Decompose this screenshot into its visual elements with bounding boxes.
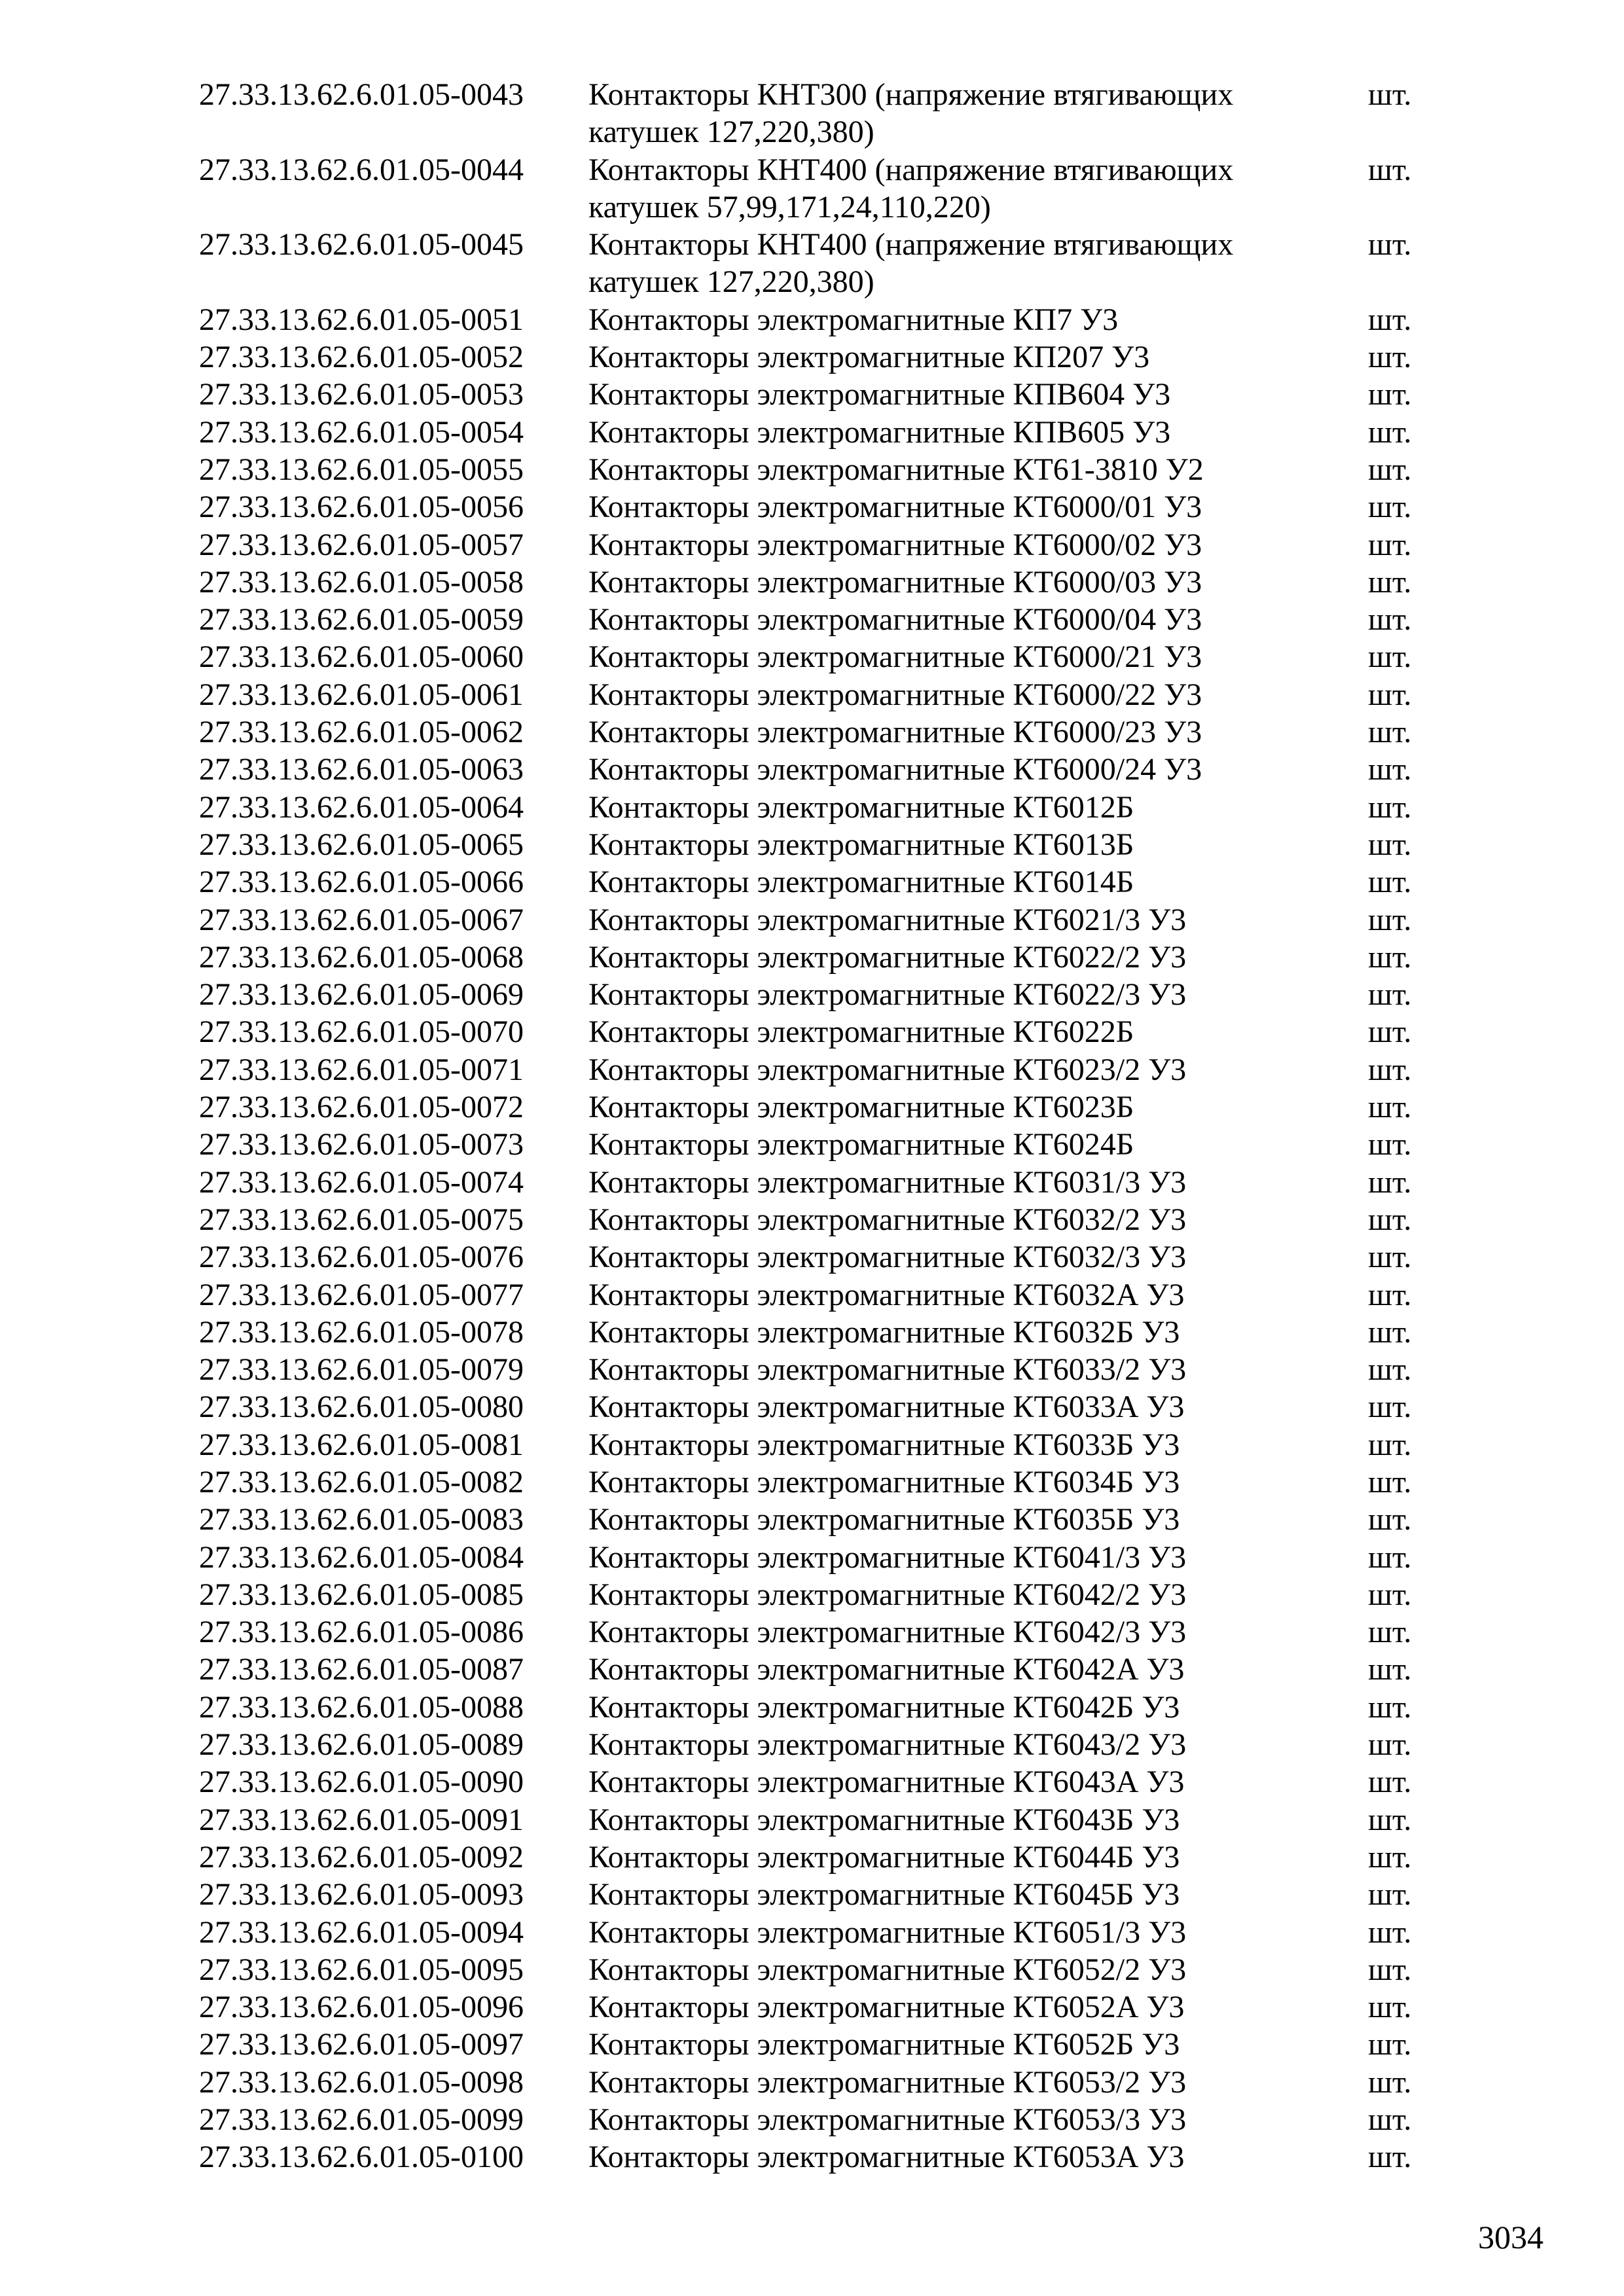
item-code: 27.33.13.62.6.01.05-0100 <box>199 2140 524 2175</box>
item-code: 27.33.13.62.6.01.05-0071 <box>199 1052 524 1087</box>
item-unit: шт. <box>1368 1877 1412 1912</box>
table-row <box>199 1164 1443 1201</box>
item-name-line: Контакторы электромагнитные КТ6053/3 У3 <box>588 2102 1187 2138</box>
item-name-line: Контакторы электромагнитные КТ6000/03 У3 <box>588 564 1202 600</box>
table-row <box>199 1763 1443 1801</box>
item-code: 27.33.13.62.6.01.05-0073 <box>199 1127 524 1162</box>
item-name-line: Контакторы электромагнитные КТ6023/2 У3 <box>588 1052 1187 1087</box>
table-row <box>199 2101 1443 2138</box>
item-code: 27.33.13.62.6.01.05-0092 <box>199 1839 524 1874</box>
table-row <box>199 789 1443 826</box>
item-unit: шт. <box>1368 1577 1412 1612</box>
item-name-line: катушек 127,220,380) <box>588 264 875 300</box>
item-unit: шт. <box>1368 752 1412 787</box>
item-code: 27.33.13.62.6.01.05-0067 <box>199 902 524 937</box>
item-code: 27.33.13.62.6.01.05-0044 <box>199 152 524 187</box>
item-name-line: Контакторы электромагнитные КТ6000/02 У3 <box>588 527 1202 562</box>
table-row <box>199 601 1443 638</box>
item-code: 27.33.13.62.6.01.05-0095 <box>199 1952 524 1987</box>
table-row <box>199 2138 1443 2176</box>
item-code: 27.33.13.62.6.01.05-0081 <box>199 1427 524 1462</box>
item-name-line: Контакторы электромагнитные КТ6033/2 У3 <box>588 1352 1187 1388</box>
item-unit: шт. <box>1368 302 1412 337</box>
item-unit: шт. <box>1368 827 1412 862</box>
item-code: 27.33.13.62.6.01.05-0093 <box>199 1877 524 1912</box>
table-row <box>199 1426 1443 1463</box>
table-row <box>199 1839 1443 1876</box>
item-unit: шт. <box>1368 939 1412 975</box>
item-unit: шт. <box>1368 865 1412 900</box>
table-row <box>199 826 1443 863</box>
item-unit: шт. <box>1368 227 1412 262</box>
item-code: 27.33.13.62.6.01.05-0097 <box>199 2027 524 2062</box>
item-name-line: Контакторы электромагнитные КТ6032/3 У3 <box>588 1240 1187 1275</box>
item-unit: шт. <box>1368 639 1412 675</box>
item-name-line: катушек 127,220,380) <box>588 115 875 150</box>
item-name-line: Контакторы КНТ300 (напряжение втягивающих <box>588 77 1234 112</box>
table-row <box>199 1689 1443 1726</box>
item-name-line: Контакторы электромагнитные КТ6035Б У3 <box>588 1502 1180 1537</box>
item-name-line: Контакторы электромагнитные КТ6032А У3 <box>588 1277 1185 1312</box>
item-name-line: Контакторы электромагнитные КТ6000/04 У3 <box>588 602 1202 637</box>
item-unit: шт. <box>1368 414 1412 450</box>
table-row <box>199 638 1443 675</box>
item-unit: шт. <box>1368 677 1412 712</box>
table-row <box>199 1013 1443 1050</box>
item-name-line: Контакторы электромагнитные КТ6022Б <box>588 1014 1134 1050</box>
table-row <box>199 1988 1443 2026</box>
item-name-line: Контакторы электромагнитные КТ6024Б <box>588 1127 1134 1162</box>
item-name-line: Контакторы электромагнитные КТ6021/3 У3 <box>588 902 1187 937</box>
item-code: 27.33.13.62.6.01.05-0089 <box>199 1727 524 1763</box>
item-unit: шт. <box>1368 1090 1412 1125</box>
table-row <box>199 564 1443 601</box>
item-name-line: Контакторы электромагнитные КТ6052/2 У3 <box>588 1952 1187 1987</box>
item-unit: шт. <box>1368 1952 1412 1987</box>
item-unit: шт. <box>1368 2064 1412 2100</box>
item-code: 27.33.13.62.6.01.05-0056 <box>199 490 524 525</box>
table-row <box>199 151 1443 226</box>
item-code: 27.33.13.62.6.01.05-0066 <box>199 865 524 900</box>
item-unit: шт. <box>1368 490 1412 525</box>
item-unit: шт. <box>1368 1615 1412 1650</box>
item-code: 27.33.13.62.6.01.05-0058 <box>199 564 524 600</box>
item-code: 27.33.13.62.6.01.05-0083 <box>199 1502 524 1537</box>
item-code: 27.33.13.62.6.01.05-0075 <box>199 1202 524 1237</box>
table-row <box>199 2064 1443 2101</box>
item-code: 27.33.13.62.6.01.05-0079 <box>199 1352 524 1388</box>
table-row <box>199 1613 1443 1651</box>
item-code: 27.33.13.62.6.01.05-0069 <box>199 977 524 1013</box>
table-row <box>199 338 1443 376</box>
item-name-line: Контакторы электромагнитные КТ6033Б У3 <box>588 1427 1180 1462</box>
item-unit: шт. <box>1368 1014 1412 1050</box>
item-unit: шт. <box>1368 1052 1412 1087</box>
item-name-line: Контакторы электромагнитные КТ6000/24 У3 <box>588 752 1202 787</box>
item-unit: шт. <box>1368 1464 1412 1499</box>
item-code: 27.33.13.62.6.01.05-0043 <box>199 77 524 112</box>
item-unit: шт. <box>1368 1652 1412 1687</box>
table-row <box>199 1051 1443 1088</box>
item-code: 27.33.13.62.6.01.05-0045 <box>199 227 524 262</box>
table-row <box>199 901 1443 939</box>
table-row <box>199 1238 1443 1276</box>
item-code: 27.33.13.62.6.01.05-0086 <box>199 1615 524 1650</box>
item-unit: шт. <box>1368 902 1412 937</box>
item-unit: шт. <box>1368 564 1412 600</box>
item-code: 27.33.13.62.6.01.05-0065 <box>199 827 524 862</box>
item-unit: шт. <box>1368 452 1412 487</box>
item-unit: шт. <box>1368 377 1412 412</box>
item-unit: шт. <box>1368 1314 1412 1350</box>
item-name-line: Контакторы электромагнитные КТ6000/21 У3 <box>588 639 1202 675</box>
item-unit: шт. <box>1368 1502 1412 1537</box>
item-unit: шт. <box>1368 1689 1412 1725</box>
item-code: 27.33.13.62.6.01.05-0091 <box>199 1802 524 1837</box>
table-row <box>199 2026 1443 2063</box>
item-unit: шт. <box>1368 715 1412 750</box>
item-code: 27.33.13.62.6.01.05-0061 <box>199 677 524 712</box>
item-name-line: Контакторы электромагнитные КТ6032/2 У3 <box>588 1202 1187 1237</box>
table-row <box>199 376 1443 413</box>
item-code: 27.33.13.62.6.01.05-0085 <box>199 1577 524 1612</box>
table-row <box>199 676 1443 713</box>
item-name-line: Контакторы электромагнитные КТ6051/3 У3 <box>588 1914 1187 1950</box>
item-code: 27.33.13.62.6.01.05-0087 <box>199 1652 524 1687</box>
item-code: 27.33.13.62.6.01.05-0068 <box>199 939 524 975</box>
item-unit: шт. <box>1368 1802 1412 1837</box>
table-row <box>199 1501 1443 1538</box>
item-code: 27.33.13.62.6.01.05-0053 <box>199 377 524 412</box>
item-code: 27.33.13.62.6.01.05-0099 <box>199 2102 524 2138</box>
table-row <box>199 751 1443 788</box>
item-unit: шт. <box>1368 152 1412 187</box>
table-row <box>199 1539 1443 1576</box>
item-code: 27.33.13.62.6.01.05-0077 <box>199 1277 524 1312</box>
item-name-line: Контакторы электромагнитные КП207 У3 <box>588 340 1150 375</box>
item-name-line: Контакторы электромагнитные КТ6053/2 У3 <box>588 2064 1187 2100</box>
item-name-line: Контакторы электромагнитные КТ6000/23 У3 <box>588 715 1202 750</box>
item-unit: шт. <box>1368 1765 1412 1800</box>
table-row <box>199 939 1443 976</box>
item-name-line: Контакторы электромагнитные КТ6042/3 У3 <box>588 1615 1187 1650</box>
item-name-line: Контакторы электромагнитные КТ61-3810 У2 <box>588 452 1204 487</box>
item-code: 27.33.13.62.6.01.05-0060 <box>199 639 524 675</box>
item-code: 27.33.13.62.6.01.05-0090 <box>199 1765 524 1800</box>
item-name-line: Контакторы электромагнитные КТ6052Б У3 <box>588 2027 1180 2062</box>
item-name-line: Контакторы электромагнитные КТ6000/22 У3 <box>588 677 1202 712</box>
item-unit: шт. <box>1368 1202 1412 1237</box>
table-row <box>199 451 1443 488</box>
item-code: 27.33.13.62.6.01.05-0064 <box>199 789 524 825</box>
item-unit: шт. <box>1368 1164 1412 1200</box>
table-row <box>199 863 1443 901</box>
item-unit: шт. <box>1368 1839 1412 1874</box>
item-name-line: Контакторы электромагнитные КП7 У3 <box>588 302 1119 337</box>
item-name-line: Контакторы электромагнитные КТ6043Б У3 <box>588 1802 1180 1837</box>
table-row <box>199 713 1443 751</box>
item-code: 27.33.13.62.6.01.05-0088 <box>199 1689 524 1725</box>
item-unit: шт. <box>1368 77 1412 112</box>
item-code: 27.33.13.62.6.01.05-0094 <box>199 1914 524 1950</box>
item-name-line: Контакторы электромагнитные КТ6032Б У3 <box>588 1314 1180 1350</box>
table-row <box>199 1276 1443 1314</box>
item-name-line: Контакторы электромагнитные КТ6034Б У3 <box>588 1464 1180 1499</box>
item-code: 27.33.13.62.6.01.05-0080 <box>199 1390 524 1425</box>
item-unit: шт. <box>1368 1352 1412 1388</box>
item-unit: шт. <box>1368 1390 1412 1425</box>
item-name-line: Контакторы электромагнитные КТ6041/3 У3 <box>588 1539 1187 1575</box>
item-name-line: Контакторы электромагнитные КТ6052А У3 <box>588 1990 1185 2025</box>
item-name-line: Контакторы электромагнитные КТ6023Б <box>588 1090 1134 1125</box>
item-unit: шт. <box>1368 1240 1412 1275</box>
table-row <box>199 301 1443 338</box>
table-row <box>199 976 1443 1013</box>
table-row <box>199 1801 1443 1839</box>
item-unit: шт. <box>1368 340 1412 375</box>
item-unit: шт. <box>1368 2102 1412 2138</box>
item-code: 27.33.13.62.6.01.05-0052 <box>199 340 524 375</box>
item-code: 27.33.13.62.6.01.05-0057 <box>199 527 524 562</box>
item-name-line: Контакторы КНТ400 (напряжение втягивающих <box>588 227 1234 262</box>
item-unit: шт. <box>1368 1277 1412 1312</box>
table-row <box>199 1201 1443 1238</box>
item-code: 27.33.13.62.6.01.05-0055 <box>199 452 524 487</box>
item-code: 27.33.13.62.6.01.05-0098 <box>199 2064 524 2100</box>
item-code: 27.33.13.62.6.01.05-0062 <box>199 715 524 750</box>
item-unit: шт. <box>1368 789 1412 825</box>
item-name-line: Контакторы электромагнитные КТ6042Б У3 <box>588 1689 1180 1725</box>
table-row <box>199 1914 1443 1951</box>
item-code: 27.33.13.62.6.01.05-0059 <box>199 602 524 637</box>
item-unit: шт. <box>1368 1127 1412 1162</box>
item-code: 27.33.13.62.6.01.05-0084 <box>199 1539 524 1575</box>
item-name-line: Контакторы электромагнитные КТ6042А У3 <box>588 1652 1185 1687</box>
table-row <box>199 76 1443 151</box>
table-row <box>199 1726 1443 1763</box>
item-name-line: Контакторы электромагнитные КТ6022/2 У3 <box>588 939 1187 975</box>
item-unit: шт. <box>1368 602 1412 637</box>
table-row <box>199 1463 1443 1501</box>
item-unit: шт. <box>1368 1427 1412 1462</box>
item-name-line: Контакторы электромагнитные КТ6014Б <box>588 865 1134 900</box>
item-name-line: Контакторы электромагнитные КТ6012Б <box>588 789 1134 825</box>
table-row <box>199 1388 1443 1426</box>
item-name-line: Контакторы электромагнитные КТ6013Б <box>588 827 1134 862</box>
item-code: 27.33.13.62.6.01.05-0096 <box>199 1990 524 2025</box>
table-row <box>199 1651 1443 1688</box>
item-unit: шт. <box>1368 2140 1412 2175</box>
table-row <box>199 414 1443 451</box>
item-code: 27.33.13.62.6.01.05-0051 <box>199 302 524 337</box>
item-code: 27.33.13.62.6.01.05-0076 <box>199 1240 524 1275</box>
item-name-line: Контакторы электромагнитные КПВ604 У3 <box>588 377 1171 412</box>
item-unit: шт. <box>1368 1914 1412 1950</box>
item-name-line: Контакторы электромагнитные КПВ605 У3 <box>588 414 1171 450</box>
item-code: 27.33.13.62.6.01.05-0070 <box>199 1014 524 1050</box>
item-name-line: Контакторы электромагнитные КТ6045Б У3 <box>588 1877 1180 1912</box>
item-code: 27.33.13.62.6.01.05-0078 <box>199 1314 524 1350</box>
table-row <box>199 1314 1443 1351</box>
item-name-line: Контакторы электромагнитные КТ6043А У3 <box>588 1765 1185 1800</box>
table-row <box>199 1951 1443 1988</box>
table-row <box>199 226 1443 301</box>
item-name-line: Контакторы электромагнитные КТ6022/3 У3 <box>588 977 1187 1013</box>
item-code: 27.33.13.62.6.01.05-0063 <box>199 752 524 787</box>
table-row <box>199 488 1443 526</box>
item-name-line: катушек 57,99,171,24,110,220) <box>588 189 991 224</box>
table-row <box>199 1088 1443 1126</box>
item-code: 27.33.13.62.6.01.05-0074 <box>199 1164 524 1200</box>
item-unit: шт. <box>1368 2027 1412 2062</box>
item-code: 27.33.13.62.6.01.05-0072 <box>199 1090 524 1125</box>
item-unit: шт. <box>1368 1539 1412 1575</box>
item-code: 27.33.13.62.6.01.05-0082 <box>199 1464 524 1499</box>
item-name-line: Контакторы электромагнитные КТ6042/2 У3 <box>588 1577 1187 1612</box>
item-unit: шт. <box>1368 1990 1412 2025</box>
item-name-line: Контакторы электромагнитные КТ6031/3 У3 <box>588 1164 1187 1200</box>
item-name-line: Контакторы электромагнитные КТ6043/2 У3 <box>588 1727 1187 1763</box>
table-row <box>199 1126 1443 1163</box>
item-name-line: Контакторы электромагнитные КТ6000/01 У3 <box>588 490 1202 525</box>
table-row <box>199 1351 1443 1388</box>
table-row <box>199 1576 1443 1613</box>
item-name-line: Контакторы КНТ400 (напряжение втягивающих <box>588 152 1234 187</box>
table-row <box>199 1876 1443 1913</box>
item-name-line: Контакторы электромагнитные КТ6053А У3 <box>588 2140 1185 2175</box>
item-list <box>199 76 1443 2176</box>
item-name-line: Контакторы электромагнитные КТ6033А У3 <box>588 1390 1185 1425</box>
item-unit: шт. <box>1368 527 1412 562</box>
page-number: 3034 <box>1478 2219 1543 2255</box>
table-row <box>199 526 1443 564</box>
item-code: 27.33.13.62.6.01.05-0054 <box>199 414 524 450</box>
item-unit: шт. <box>1368 1727 1412 1763</box>
item-unit: шт. <box>1368 977 1412 1013</box>
item-name-line: Контакторы электромагнитные КТ6044Б У3 <box>588 1839 1180 1874</box>
